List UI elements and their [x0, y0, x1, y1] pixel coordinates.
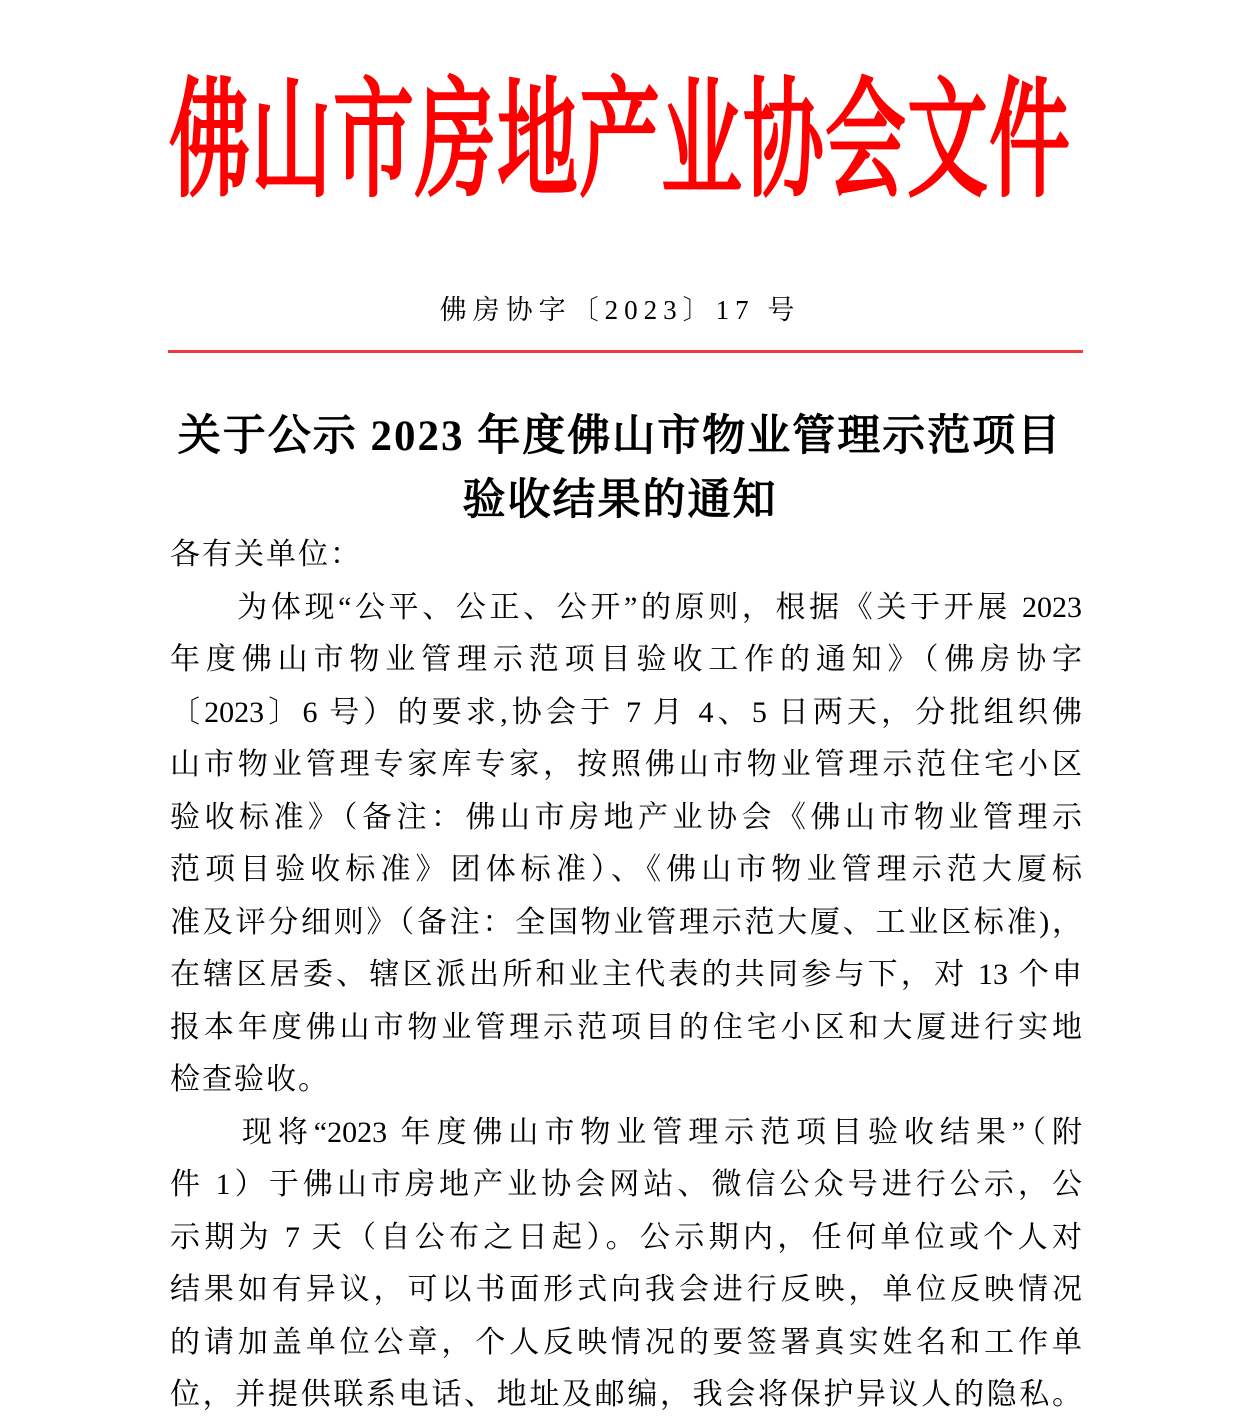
- body-line: 件 1）于佛山市房地产业协会网站、微信公众号进行公示，公: [170, 1168, 1082, 1201]
- body-line: 报本年度佛山市物业管理示范项目的住宅小区和大厦进行实地: [170, 1010, 1082, 1044]
- body-line: 各有关单位：: [170, 538, 362, 571]
- notice-title-line2: 验收结果的通知: [462, 477, 778, 524]
- doc-number: 佛房协字〔2023〕17 号: [439, 295, 801, 325]
- body-line: 结果如有异议，可以书面形式向我会进行反映，单位反映情况: [170, 1273, 1082, 1306]
- body-line: 检查验收。: [170, 1063, 330, 1096]
- body-line: 验收标准》（备注：佛山市房地产业协会《佛山市物业管理示: [170, 800, 1082, 834]
- org-title-banner: [0, 69, 1240, 214]
- org-title: 佛山市房地产业协会文件: [168, 69, 1071, 214]
- body-line: 在辖区居委、辖区派出所和业主代表的共同参与下，对 13 个申: [170, 958, 1082, 991]
- body-line: 位，并提供联系电话、地址及邮编，我会将保护异议人的隐私。: [170, 1378, 1082, 1411]
- body-line: 为体现“公平、公正、公开”的原则，根据《关于开展 2023: [170, 590, 1082, 624]
- body-line: 年度佛山市物业管理示范项目验收工作的通知》（佛房协字: [170, 643, 1082, 676]
- body-line: 准及评分细则》（备注：全国物业管理示范大厦、工业区标准)，: [170, 905, 1082, 939]
- body-line: 的请加盖单位公章，个人反映情况的要签署真实姓名和工作单: [170, 1325, 1082, 1359]
- document-body: [170, 529, 1082, 1422]
- red-divider-line: [168, 350, 1083, 353]
- notice-title-line1: 关于公示 2023 年度佛山市物业管理示范项目: [177, 413, 1063, 460]
- body-line: 〔2023〕6 号）的要求,协会于 7 月 4、5 日两天，分批组织佛: [170, 695, 1082, 729]
- notice-title: [0, 405, 1240, 533]
- body-line: 现将“2023 年度佛山市物业管理示范项目验收结果”（附: [170, 1115, 1082, 1149]
- body-line: 范项目验收标准》团体标准）、《佛山市物业管理示范大厦标: [170, 853, 1082, 886]
- body-line: 山市物业管理专家库专家，按照佛山市物业管理示范住宅小区: [170, 748, 1082, 781]
- body-line: 示期为 7 天（自公布之日起）。公示期内，任何单位或个人对: [170, 1220, 1082, 1254]
